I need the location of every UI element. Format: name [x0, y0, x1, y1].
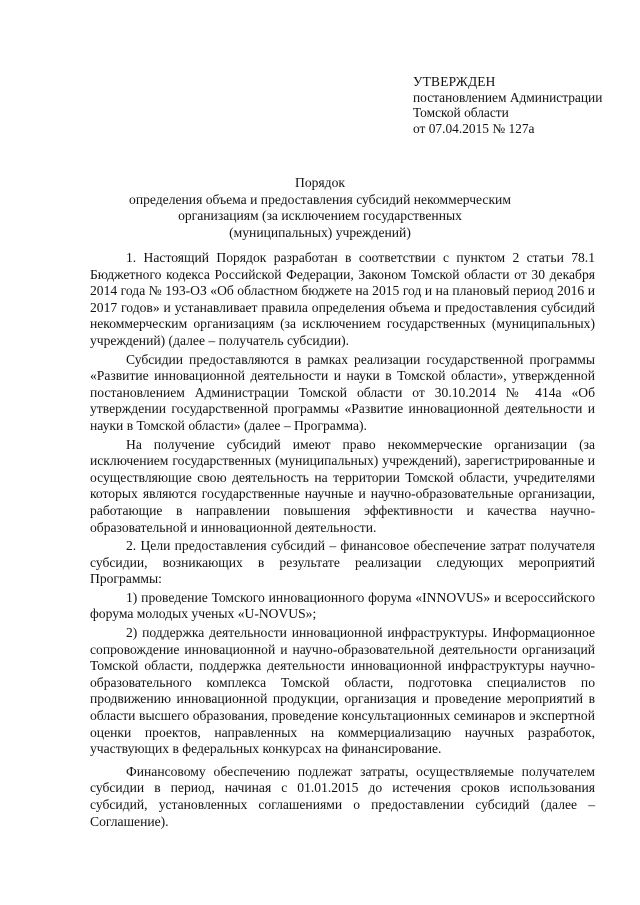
- title-line-1: определения объема и предоставления субсидий некоммерческим: [129, 191, 511, 207]
- paragraph-4: 2. Цели предоставления субсидий – финансовое обеспечение затрат получателя субсидии, возникающих в результате реализации следующих мероприятий Программы:: [90, 538, 595, 587]
- title-line-3: (муниципальных) учреждений): [229, 224, 411, 240]
- paragraph-2: Субсидии предоставляются в рамках реализации государственной программы «Развитие инновационной деятельности и науки в Томской области», утвержденной постановлением Администрации Томской области от 30.10.2014 № 414а «Об утверждении государственной программы «Развитие инновационной деятельности и науки в Томской области» (далее – Программа).: [90, 351, 595, 433]
- paragraph-3: На получение субсидий имеют право некоммерческие организации (за исключением государственных (муниципальных) учреждений), зарегистрированные и осуществляющие свою деятельность на территории Томской области, учредителями которых являются государственные научные и научно-образовательные организации, работающие в направлении повышения эффективности и качества научно-образовательной и инновационной деятельности.: [90, 436, 595, 535]
- approval-stamp: [413, 74, 602, 136]
- title-line-2: организациям (за исключением государственных: [178, 208, 462, 223]
- approval-line-2: Томской области: [413, 105, 509, 120]
- title-main: Порядок: [295, 175, 345, 190]
- paragraph-7: Финансовому обеспечению подлежат затраты, осуществляемые получателем субсидии в период, начиная с 01.01.2015 до истечения сроков использования субсидий, установленных соглашениями о предоставлении субсидий (далее – Соглашение).: [90, 763, 595, 829]
- approval-line-3: от 07.04.2015 № 127а: [413, 120, 535, 136]
- paragraph-6: 2) поддержка деятельности инновационной инфраструктуры. Информационное сопровождение инновационной и научно-образовательной деятельности организаций Томской области, поддержка деятельности инновационной инфраструктуры научно-образовательного комплекса Томской области, подготовка специалистов по продвижению инновационной продукции, организация и проведение мероприятий в области высшего образования, проведение консультационных семинаров и экспертной оценки проектов, направленных на коммерциализацию научных разработок, участвующих в федеральных конкурсах на финансирование.: [90, 625, 595, 757]
- approval-line-1: постановлением Администрации: [413, 89, 603, 105]
- document-title: [0, 175, 640, 241]
- paragraph-1: 1. Настоящий Порядок разработан в соответствии с пунктом 2 статьи 78.1 Бюджетного кодекса Российской Федерации, Законом Томской области от 30 декабря 2014 года № 193-ОЗ «Об областном бюджете на 2015 год и на плановый период 2016 и 2017 годов» и устанавливает правила определения объема и предоставления субсидий некоммерческим организациям (за исключением государственных (муниципальных) учреждений) (далее – получатель субсидии).: [90, 250, 595, 348]
- paragraph-5: 1) проведение Томского инновационного форума «INNOVUS» и всероссийского форума молодых ученых «U-NOVUS»;: [90, 589, 595, 622]
- approval-heading: УТВЕРЖДЕН: [413, 74, 496, 89]
- document-body: [90, 250, 595, 830]
